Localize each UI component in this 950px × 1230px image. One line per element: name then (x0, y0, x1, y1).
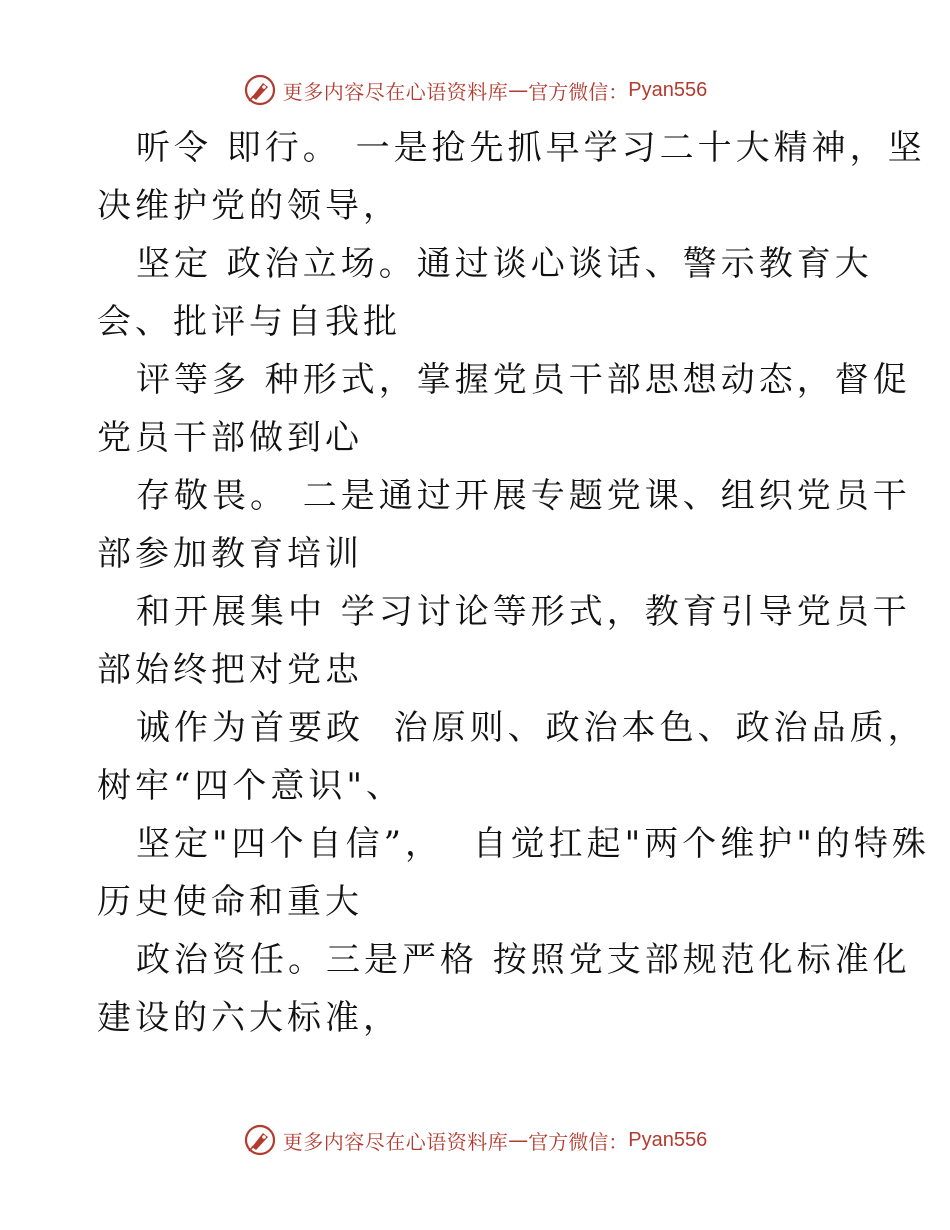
text-line: 会、批评与自我批 (97, 302, 401, 342)
watermark-footer (0, 1120, 950, 1160)
text-line: 部始终把对党忠 (97, 650, 363, 690)
text-line: 坚定"四个自信”， 自觉扛起"两个维护"的特殊 (136, 824, 930, 864)
watermark-separator: — (508, 78, 529, 102)
text-line: 和开展集中 学习讨论等形式，教育引导党员干 (136, 592, 911, 632)
text-line: 树牢“四个意识"、 (97, 766, 405, 806)
text-line: 坚定 政治立场。通过谈心谈话、警示教育大 (136, 244, 873, 284)
watermark-label: 官方微信： (528, 79, 629, 104)
text-line: 评等多 种形式，掌握党员干部思想动态，督促 (136, 360, 911, 400)
watermark-separator: — (508, 1128, 529, 1152)
text-line: 党员干部做到心 (97, 418, 363, 458)
text-line: 诚作为首要政 治原则、政治本色、政治品质， (136, 708, 926, 748)
text-line: 存敬畏。 二是通过开展专题党课、组织党员干 (136, 476, 911, 516)
watermark-label: 官方微信： (528, 1129, 629, 1154)
pen-nib-logo-icon (243, 73, 277, 107)
text-line: 建设的六大标准， (97, 998, 401, 1038)
text-line: 听令 即行。 一是抢先抓早学习二十大精神，坚 (136, 128, 926, 168)
text-line: 部参加教育培训 (97, 534, 363, 574)
watermark-handle: Pyan556 (628, 1128, 708, 1151)
watermark-header (0, 70, 950, 110)
watermark-main-text: 更多内容尽在心语资料库 (282, 1129, 509, 1154)
watermark-handle: Pyan556 (628, 78, 708, 101)
text-line: 政治资任。三是严格 按照党支部规范化标准化 (136, 940, 911, 980)
text-line: 决维护党的领导， (97, 186, 401, 226)
text-line: 历史使命和重大 (97, 882, 363, 922)
pen-nib-logo-icon (243, 1123, 277, 1157)
watermark-main-text: 更多内容尽在心语资料库 (282, 79, 509, 104)
